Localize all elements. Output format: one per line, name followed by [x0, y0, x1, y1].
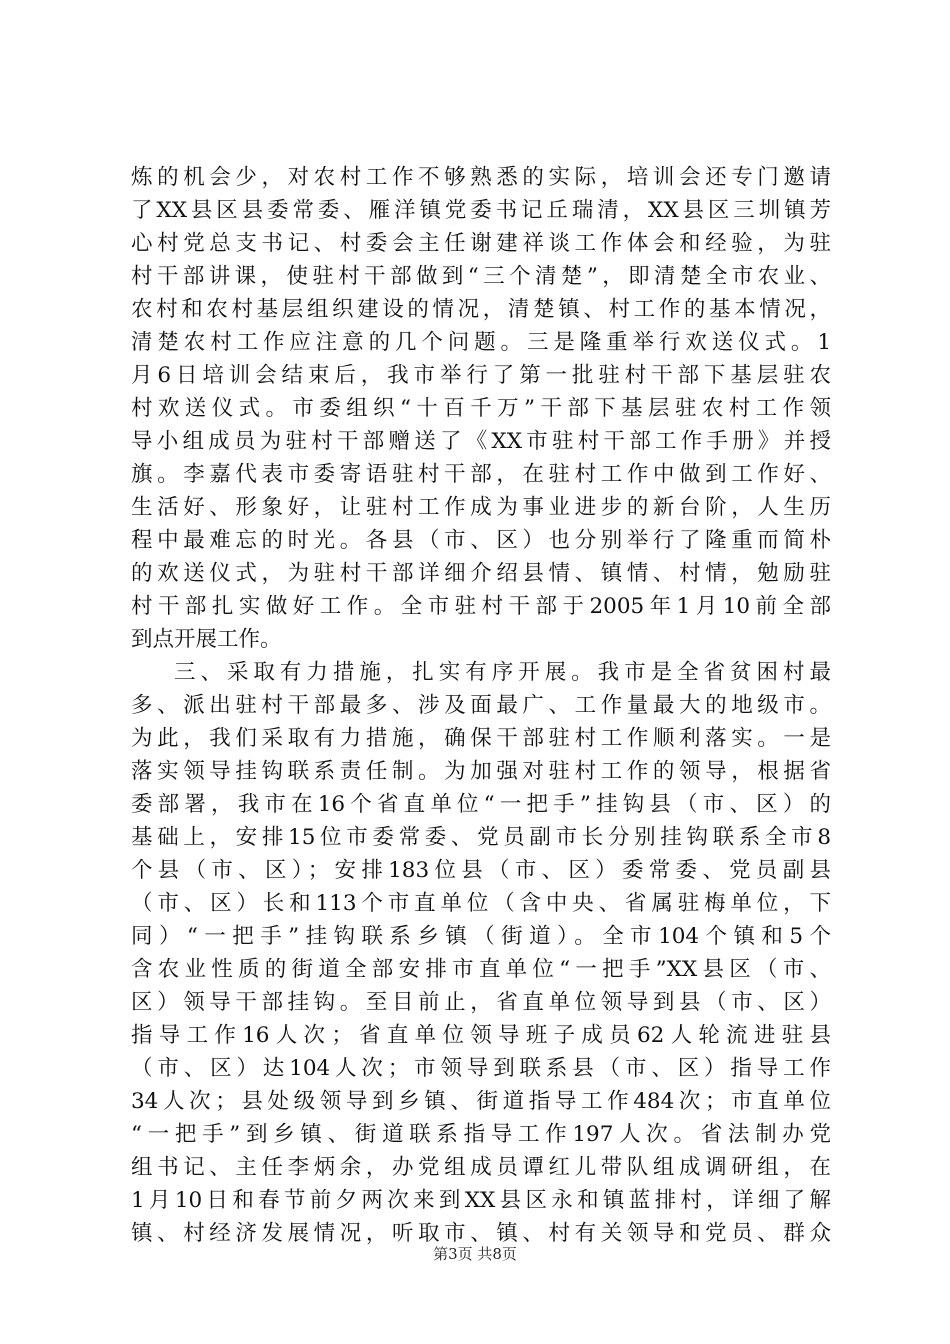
text-line: 多、派出驻村干部最多、涉及面最广、工作量最大的地级市。	[131, 693, 831, 718]
text-line: 了XX县区县委常委、雁洋镇党委书记丘瑞清，XX县区三圳镇芳	[131, 198, 831, 223]
text-line: 旗。李嘉代表市委寄语驻村干部，在驻村工作中做到工作好、	[131, 462, 831, 487]
text-line: 导小组成员为驻村干部赠送了《XX市驻村干部工作手册》并授	[131, 429, 831, 454]
text-line: 基础上，安排15位市委常委、党员副市长分别挂钩联系全市8	[131, 825, 831, 850]
text-line: 炼的机会少，对农村工作不够熟悉的实际，培训会还专门邀请	[131, 165, 831, 190]
text-line: 34人次；县处级领导到乡镇、街道指导工作484次；市直单位	[131, 1089, 831, 1114]
text-line: 指导工作16人次；省直单位领导班子成员62人轮流进驻县	[131, 1023, 831, 1048]
document-body	[131, 161, 831, 1250]
text-line: 清楚农村工作应注意的几个问题。三是隆重举行欢送仪式。1	[131, 330, 831, 355]
text-line: 组书记、主任李炳余，办党组成员谭红儿带队组成调研组，在	[131, 1155, 831, 1180]
text-line: 心村党总支书记、村委会主任谢建祥谈工作体会和经验，为驻	[131, 231, 831, 256]
text-line: 含农业性质的街道全部安排市直单位“一把手”XX县区（市、	[131, 957, 831, 982]
text-line: 镇、村经济发展情况，听取市、镇、村有关领导和党员、群众	[131, 1221, 831, 1246]
text-line: 落实领导挂钩联系责任制。为加强对驻村工作的领导，根据省	[131, 759, 831, 784]
text-line: 同）“一把手”挂钩联系乡镇（街道）。全市104个镇和5个	[131, 924, 831, 949]
text-line: （市、区）长和113个市直单位（含中央、省属驻梅单位，下	[131, 891, 831, 916]
text-line: 的欢送仪式，为驻村干部详细介绍县情、镇情、村情，勉励驻	[131, 561, 831, 586]
text-line: （市、区）达104人次；市领导到联系县（市、区）指导工作	[131, 1056, 831, 1081]
text-line: 程中最难忘的时光。各县（市、区）也分别举行了隆重而简朴	[131, 528, 831, 553]
text-line: “一把手”到乡镇、街道联系指导工作197人次。省法制办党	[131, 1122, 831, 1147]
text-line: 个县（市、区）；安排183位县（市、区）委常委、党员副县	[131, 858, 831, 883]
text-line: 1月10日和春节前夕两次来到XX县区永和镇蓝排村，详细了解	[131, 1188, 831, 1213]
text-line: 村欢送仪式。市委组织“十百千万”干部下基层驻农村工作领	[131, 396, 831, 421]
text-line: 三、采取有力措施，扎实有序开展。我市是全省贫困村最	[174, 660, 831, 685]
text-line: 月6日培训会结束后，我市举行了第一批驻村干部下基层驻农	[131, 363, 831, 388]
text-line: 村干部讲课，使驻村干部做到“三个清楚”，即清楚全市农业、	[131, 264, 831, 289]
text-line: 农村和农村基层组织建设的情况，清楚镇、村工作的基本情况，	[131, 297, 831, 322]
text-line: 村干部扎实做好工作。全市驻村干部于2005年1月10前全部	[131, 594, 831, 619]
page-footer	[0, 1244, 950, 1264]
text-line: 到点开展工作。	[131, 627, 282, 652]
page-number: 第3页 共8页	[433, 1245, 517, 1263]
text-line: 委部署，我市在16个省直单位“一把手”挂钩县（市、区）的	[131, 792, 831, 817]
text-line: 区）领导干部挂钩。至目前止，省直单位领导到县（市、区）	[131, 990, 831, 1015]
text-line: 为此，我们采取有力措施，确保干部驻村工作顺利落实。一是	[131, 726, 831, 751]
text-line: 生活好、形象好，让驻村工作成为事业进步的新台阶，人生历	[131, 495, 831, 520]
